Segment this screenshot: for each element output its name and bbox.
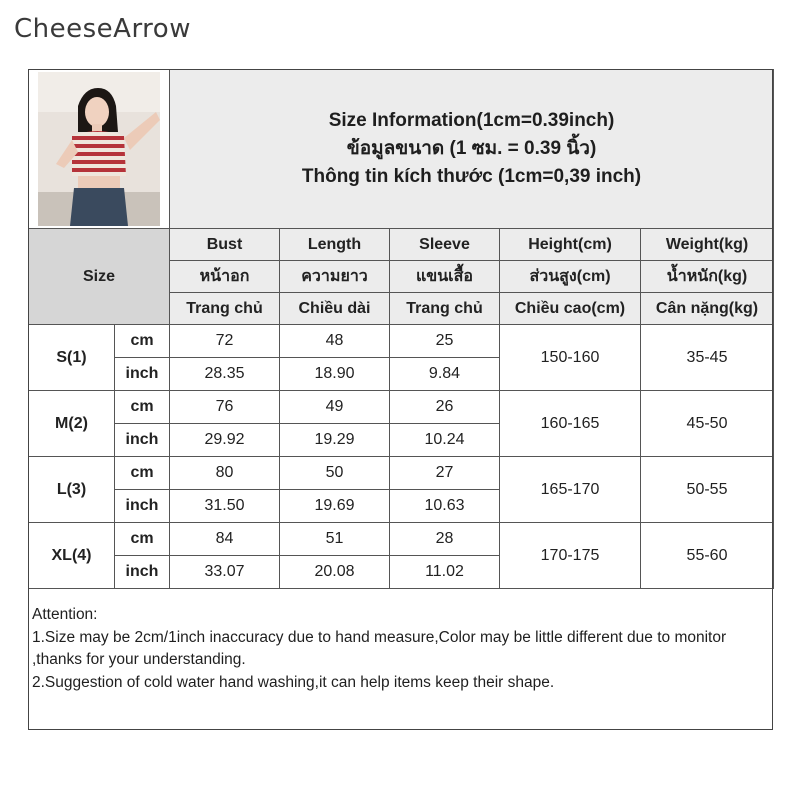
length-inch: 20.08	[280, 556, 390, 589]
size-l: L(3)	[29, 457, 115, 523]
sleeve-cm: 27	[390, 457, 500, 490]
unit-inch: inch	[115, 556, 170, 589]
unit-cm: cm	[115, 457, 170, 490]
attention-notes	[32, 604, 767, 694]
size-xl: XL(4)	[29, 523, 115, 589]
bust-cm: 72	[170, 325, 280, 358]
unit-inch: inch	[115, 424, 170, 457]
bust-inch: 31.50	[170, 490, 280, 523]
attention-line-2: 2.Suggestion of cold water hand washing,it can help items keep their shape.	[32, 673, 555, 691]
unit-cm: cm	[115, 523, 170, 556]
sleeve-inch: 10.24	[390, 424, 500, 457]
header-height-thai: ส่วนสูง(cm)	[500, 261, 641, 293]
bust-cm: 80	[170, 457, 280, 490]
height-range: 170-175	[500, 523, 641, 589]
unit-inch: inch	[115, 490, 170, 523]
size-m: M(2)	[29, 391, 115, 457]
header-sleeve: Sleeve	[390, 229, 500, 261]
sleeve-inch: 10.63	[390, 490, 500, 523]
length-inch: 19.69	[280, 490, 390, 523]
attention-line-1: 1.Size may be 2cm/1inch inaccuracy due to hand measure,Color may be little different due to monitor ,thanks for your understanding.	[32, 628, 727, 668]
header-length-thai: ความยาว	[280, 261, 390, 293]
length-inch: 18.90	[280, 358, 390, 391]
bust-inch: 29.92	[170, 424, 280, 457]
length-cm: 49	[280, 391, 390, 424]
header-length-vietnamese: Chiều dài	[280, 293, 390, 325]
header-weight-vietnamese: Cân nặng(kg)	[641, 293, 774, 325]
header-bust-thai: หน้าอก	[170, 261, 280, 293]
attention-title: Attention:	[32, 606, 98, 623]
header-height-vietnamese: Chiều cao(cm)	[500, 293, 641, 325]
height-range: 160-165	[500, 391, 641, 457]
header-sleeve-thai: แขนเสื้อ	[390, 261, 500, 293]
weight-range: 45-50	[641, 391, 774, 457]
sleeve-cm: 25	[390, 325, 500, 358]
weight-range: 35-45	[641, 325, 774, 391]
info-line-vietnamese: Thông tin kích thước (1cm=0,39 inch)	[301, 166, 642, 187]
header-height: Height(cm)	[500, 229, 641, 261]
info-line-thai: ข้อมูลขนาด (1 ซม. = 0.39 นิ้ว)	[346, 138, 597, 159]
unit-cm: cm	[115, 391, 170, 424]
unit-cm: cm	[115, 325, 170, 358]
sleeve-inch: 9.84	[390, 358, 500, 391]
header-bust: Bust	[170, 229, 280, 261]
height-range: 165-170	[500, 457, 641, 523]
bust-inch: 33.07	[170, 556, 280, 589]
brand-name: CheeseArrow	[14, 14, 191, 44]
sleeve-cm: 28	[390, 523, 500, 556]
unit-inch: inch	[115, 358, 170, 391]
size-s: S(1)	[29, 325, 115, 391]
length-cm: 48	[280, 325, 390, 358]
weight-range: 50-55	[641, 457, 774, 523]
bust-cm: 84	[170, 523, 280, 556]
bust-cm: 76	[170, 391, 280, 424]
height-range: 150-160	[500, 325, 641, 391]
header-bust-vietnamese: Trang chủ	[170, 293, 280, 325]
length-inch: 19.29	[280, 424, 390, 457]
size-label: Size	[29, 229, 170, 325]
bust-inch: 28.35	[170, 358, 280, 391]
sleeve-inch: 11.02	[390, 556, 500, 589]
sleeve-cm: 26	[390, 391, 500, 424]
header-weight: Weight(kg)	[641, 229, 774, 261]
header-weight-thai: น้ำหนัก(kg)	[641, 261, 774, 293]
weight-range: 55-60	[641, 523, 774, 589]
header-sleeve-vietnamese: Trang chủ	[390, 293, 500, 325]
length-cm: 50	[280, 457, 390, 490]
info-line-english: Size Information(1cm=0.39inch)	[328, 110, 615, 131]
header-length: Length	[280, 229, 390, 261]
length-cm: 51	[280, 523, 390, 556]
